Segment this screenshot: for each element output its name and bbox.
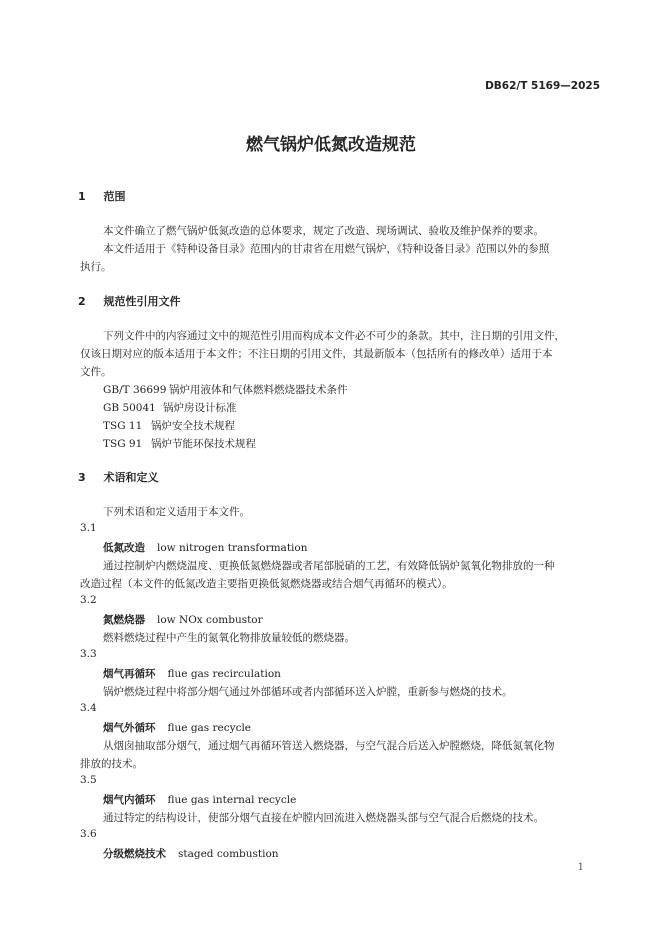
section-3-intro: 下列术语和定义适用于本文件。 bbox=[103, 506, 250, 518]
term-definition-line-1: 从烟囱抽取部分烟气，通过烟气再循环管送入燃烧器，与空气混合后送入炉膛燃烧，降低氮氧化物 bbox=[103, 740, 555, 752]
section-2-title: 规范性引用文件 bbox=[103, 295, 181, 308]
reference-code: GB 50041 bbox=[103, 402, 156, 414]
reference-item bbox=[103, 418, 235, 433]
term-english: flue gas recirculation bbox=[167, 668, 281, 680]
reference-code: GB/T 36699 bbox=[103, 384, 167, 396]
reference-title: 锅炉房设计标准 bbox=[163, 402, 237, 414]
term-heading bbox=[103, 720, 251, 735]
term-definition-line-1: 燃料燃烧过程中产生的氮氧化物排放量较低的燃烧器。 bbox=[103, 632, 355, 644]
term-heading bbox=[103, 846, 279, 861]
term-number: 3.4 bbox=[80, 702, 97, 714]
section-2-paragraph-line-1: 下列文件中的内容通过文中的规范性引用而构成本文件必不可少的条款。其中，注日期的引用文件， bbox=[103, 330, 565, 342]
term-chinese: 烟气外循环 bbox=[103, 722, 156, 734]
page-number: 1 bbox=[577, 862, 584, 873]
term-english: flue gas internal recycle bbox=[167, 794, 297, 806]
term-definition-line-1: 锅炉燃烧过程中将部分烟气通过外部循环或者内部循环送入炉膛，重新参与燃烧的技术。 bbox=[103, 686, 513, 698]
term-definition-line-2: 排放的技术。 bbox=[80, 758, 143, 770]
reference-item bbox=[103, 436, 256, 451]
section-1-title: 范围 bbox=[103, 190, 126, 203]
term-chinese: 分级燃烧技术 bbox=[103, 848, 166, 860]
term-english: staged combustion bbox=[178, 848, 279, 860]
section-1-heading bbox=[78, 188, 126, 204]
term-english: low NOx combustor bbox=[157, 614, 263, 626]
section-3-heading bbox=[78, 469, 159, 485]
term-number: 3.3 bbox=[80, 648, 97, 660]
term-heading bbox=[103, 666, 281, 681]
term-heading bbox=[103, 540, 307, 555]
term-definition-line-1: 通过特定的结构设计，使部分烟气直接在炉膛内回流进入燃烧器头部与空气混合后燃烧的技术。 bbox=[103, 812, 544, 824]
term-chinese: 烟气内循环 bbox=[103, 794, 156, 806]
term-number: 3.2 bbox=[80, 594, 97, 606]
page-title: 燃气锅炉低氮改造规范 bbox=[246, 135, 416, 155]
term-number: 3.6 bbox=[80, 828, 97, 840]
section-1-paragraph-2-line-2: 执行。 bbox=[80, 261, 112, 273]
document-code: DB62/T 5169—2025 bbox=[485, 80, 600, 92]
term-chinese: 烟气再循环 bbox=[103, 668, 156, 680]
reference-title: 锅炉节能环保技术规程 bbox=[151, 438, 256, 450]
reference-item bbox=[103, 400, 237, 415]
reference-code: TSG 11 bbox=[103, 420, 143, 432]
section-1-paragraph-2-line-1: 本文件适用于《特种设备目录》范围内的甘肃省在用燃气锅炉，《特种设备目录》范围以外的参照 bbox=[103, 243, 550, 255]
section-3-title: 术语和定义 bbox=[103, 471, 159, 484]
section-2-paragraph-line-3: 文件。 bbox=[80, 366, 112, 378]
reference-title: 锅炉用液体和气体燃料燃烧器技术条件 bbox=[169, 384, 348, 396]
term-number: 3.1 bbox=[80, 522, 97, 534]
section-1-paragraph-1: 本文件确立了燃气锅炉低氮改造的总体要求，规定了改造、现场调试、验收及维护保养的要求。 bbox=[103, 225, 544, 237]
term-chinese: 低氮改造 bbox=[103, 542, 145, 554]
term-heading bbox=[103, 612, 263, 627]
section-2-heading bbox=[78, 293, 181, 309]
term-definition-line-1: 通过控制炉内燃烧温度、更换低氮燃烧器或者尾部脱硝的工艺，有效降低锅炉氮氧化物排放的一种 bbox=[103, 560, 555, 572]
term-number: 3.5 bbox=[80, 774, 97, 786]
term-chinese: 氮燃烧器 bbox=[103, 614, 145, 626]
term-english: flue gas recycle bbox=[167, 722, 252, 734]
reference-item bbox=[103, 382, 348, 397]
term-definition-line-2: 改造过程（本文件的低氮改造主要指更换低氮燃烧器或结合烟气再循环的模式）。 bbox=[80, 578, 453, 590]
section-2-paragraph-line-2: 仅该日期对应的版本适用于本文件；不注日期的引用文件，其最新版本（包括所有的修改单）适用于本 bbox=[80, 348, 553, 360]
section-3-number: 3 bbox=[78, 471, 86, 484]
reference-title: 锅炉安全技术规程 bbox=[151, 420, 235, 432]
reference-code: TSG 91 bbox=[103, 438, 143, 450]
section-1-number: 1 bbox=[78, 190, 86, 203]
term-heading bbox=[103, 792, 296, 807]
term-english: low nitrogen transformation bbox=[157, 542, 308, 554]
section-2-number: 2 bbox=[78, 295, 86, 308]
